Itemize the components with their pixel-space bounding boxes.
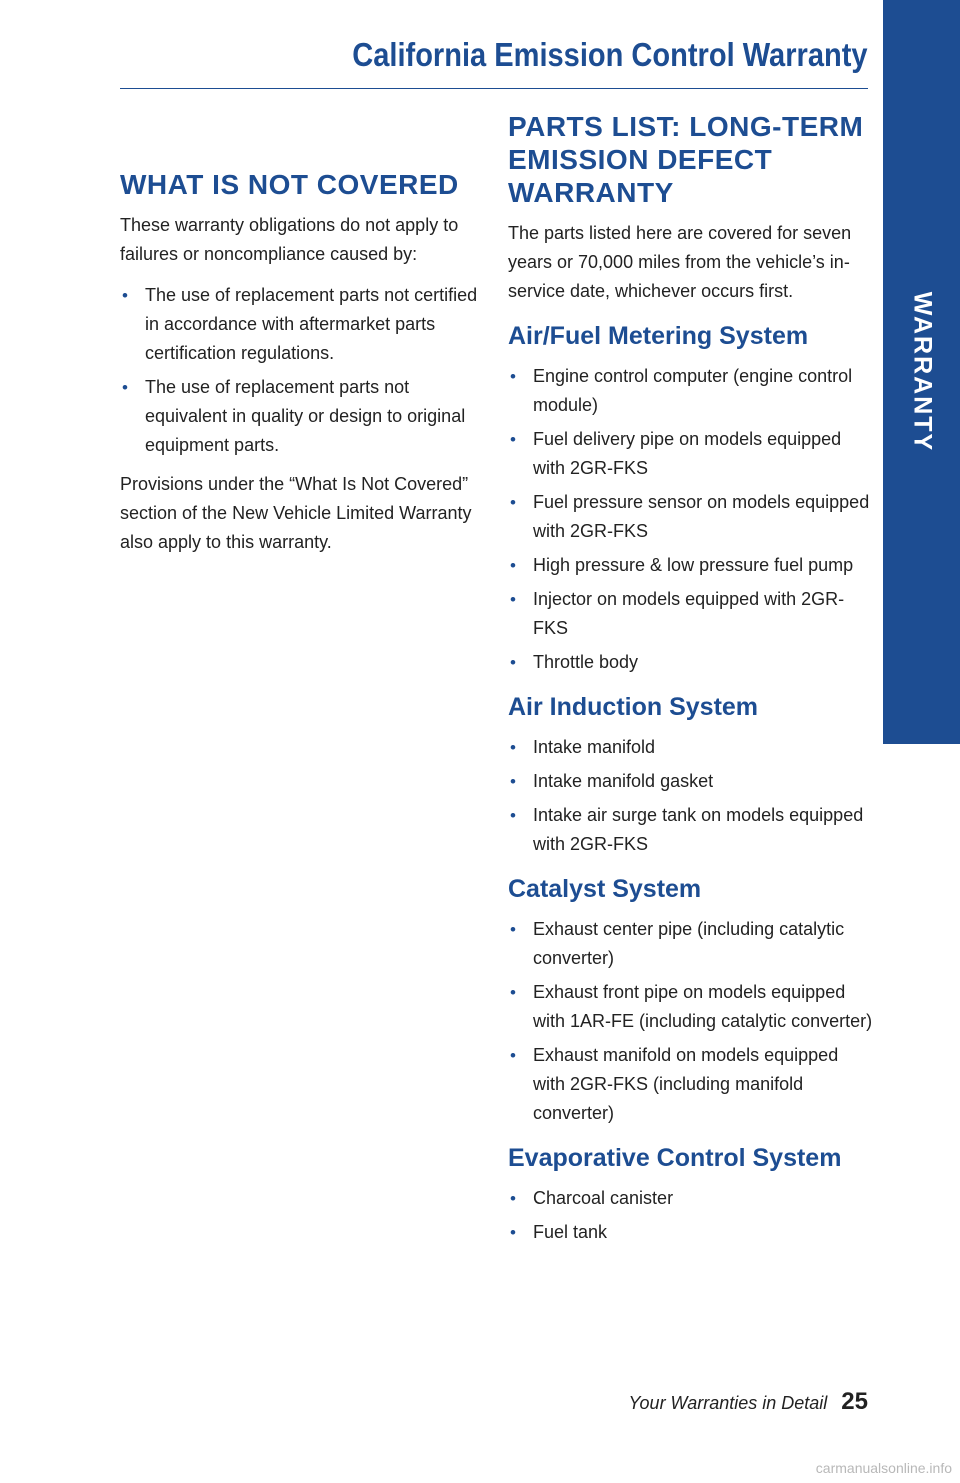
list-item: • The use of replacement parts not certified in accordance with aftermarket parts certification regulations. xyxy=(120,281,482,368)
side-tab-label: WARRANTY xyxy=(908,291,936,453)
page-header-title: California Emission Control Warranty xyxy=(352,36,868,73)
bullet-icon: • xyxy=(510,806,516,825)
bullet-icon: • xyxy=(510,590,516,609)
section-title-air-induction: Air Induction System xyxy=(508,693,759,721)
list-item: • Injector on models equipped with 2GR-FKS xyxy=(508,585,873,643)
list-item: • The use of replacement parts not equivalent in quality or design to original equipment parts. xyxy=(120,373,482,460)
parts-list-intro: The parts listed here are covered for seven years or 70,000 miles from the vehicle’s in-service date, whichever occurs first. xyxy=(508,223,852,301)
air-induction-list xyxy=(508,733,873,859)
list-item: • Fuel delivery pipe on models equipped with 2GR-FKS xyxy=(508,425,873,483)
air-fuel-list xyxy=(508,362,873,677)
section-title-air-fuel: Air/Fuel Metering System xyxy=(508,322,809,350)
bullet-icon: • xyxy=(510,1046,516,1065)
page-number: 25 xyxy=(841,1388,868,1415)
list-item: • Intake manifold gasket xyxy=(508,767,873,796)
what-not-covered-list xyxy=(120,281,482,460)
watermark: carmanualsonline.info xyxy=(815,1460,952,1476)
bullet-icon: • xyxy=(510,1189,516,1208)
catalyst-list xyxy=(508,915,873,1128)
bullet-icon: • xyxy=(510,1223,516,1242)
list-item: • Intake manifold xyxy=(508,733,873,762)
page-footer xyxy=(629,1388,868,1416)
list-item: • Fuel tank xyxy=(508,1218,873,1247)
bullet-icon: • xyxy=(510,493,516,512)
bullet-icon: • xyxy=(122,378,128,397)
list-item: • Engine control computer (engine control module) xyxy=(508,362,873,420)
list-item: • Exhaust center pipe (including catalytic converter) xyxy=(508,915,873,973)
list-item: • Fuel pressure sensor on models equipped with 2GR-FKS xyxy=(508,488,873,546)
bullet-icon: • xyxy=(510,653,516,672)
bullet-icon: • xyxy=(510,772,516,791)
footer-label: Your Warranties in Detail xyxy=(628,1393,828,1413)
bullet-icon: • xyxy=(510,556,516,575)
bullet-icon: • xyxy=(122,286,128,305)
what-not-covered-closing: Provisions under the “What Is Not Covered” section of the New Vehicle Limited Warranty also apply to this warranty. xyxy=(120,474,472,552)
side-tab xyxy=(883,0,960,744)
list-item: • Throttle body xyxy=(508,648,873,677)
header-divider xyxy=(120,88,868,89)
bullet-icon: • xyxy=(510,367,516,386)
list-item: • Exhaust manifold on models equipped with 2GR-FKS (including manifold converter) xyxy=(508,1041,873,1128)
section-title-evaporative: Evaporative Control System xyxy=(508,1144,842,1172)
section-title-catalyst: Catalyst System xyxy=(508,875,702,903)
what-not-covered-heading: WHAT IS NOT COVERED xyxy=(120,169,459,200)
bullet-icon: • xyxy=(510,983,516,1002)
bullet-icon: • xyxy=(510,430,516,449)
what-not-covered-intro: These warranty obligations do not apply to failures or noncompliance caused by: xyxy=(120,215,459,264)
list-item: • Exhaust front pipe on models equipped with 1AR-FE (including catalytic converter) xyxy=(508,978,873,1036)
list-item: • Intake air surge tank on models equipped with 2GR-FKS xyxy=(508,801,873,859)
bullet-icon: • xyxy=(510,920,516,939)
list-item: • High pressure & low pressure fuel pump xyxy=(508,551,873,580)
parts-list-heading: PARTS LIST: LONG-TERM EMISSION DEFECT WARRANTY xyxy=(508,111,864,208)
bullet-icon: • xyxy=(510,738,516,757)
right-column xyxy=(508,110,873,1257)
list-item: • Charcoal canister xyxy=(508,1184,873,1213)
left-column xyxy=(120,168,482,569)
evaporative-list xyxy=(508,1184,873,1247)
